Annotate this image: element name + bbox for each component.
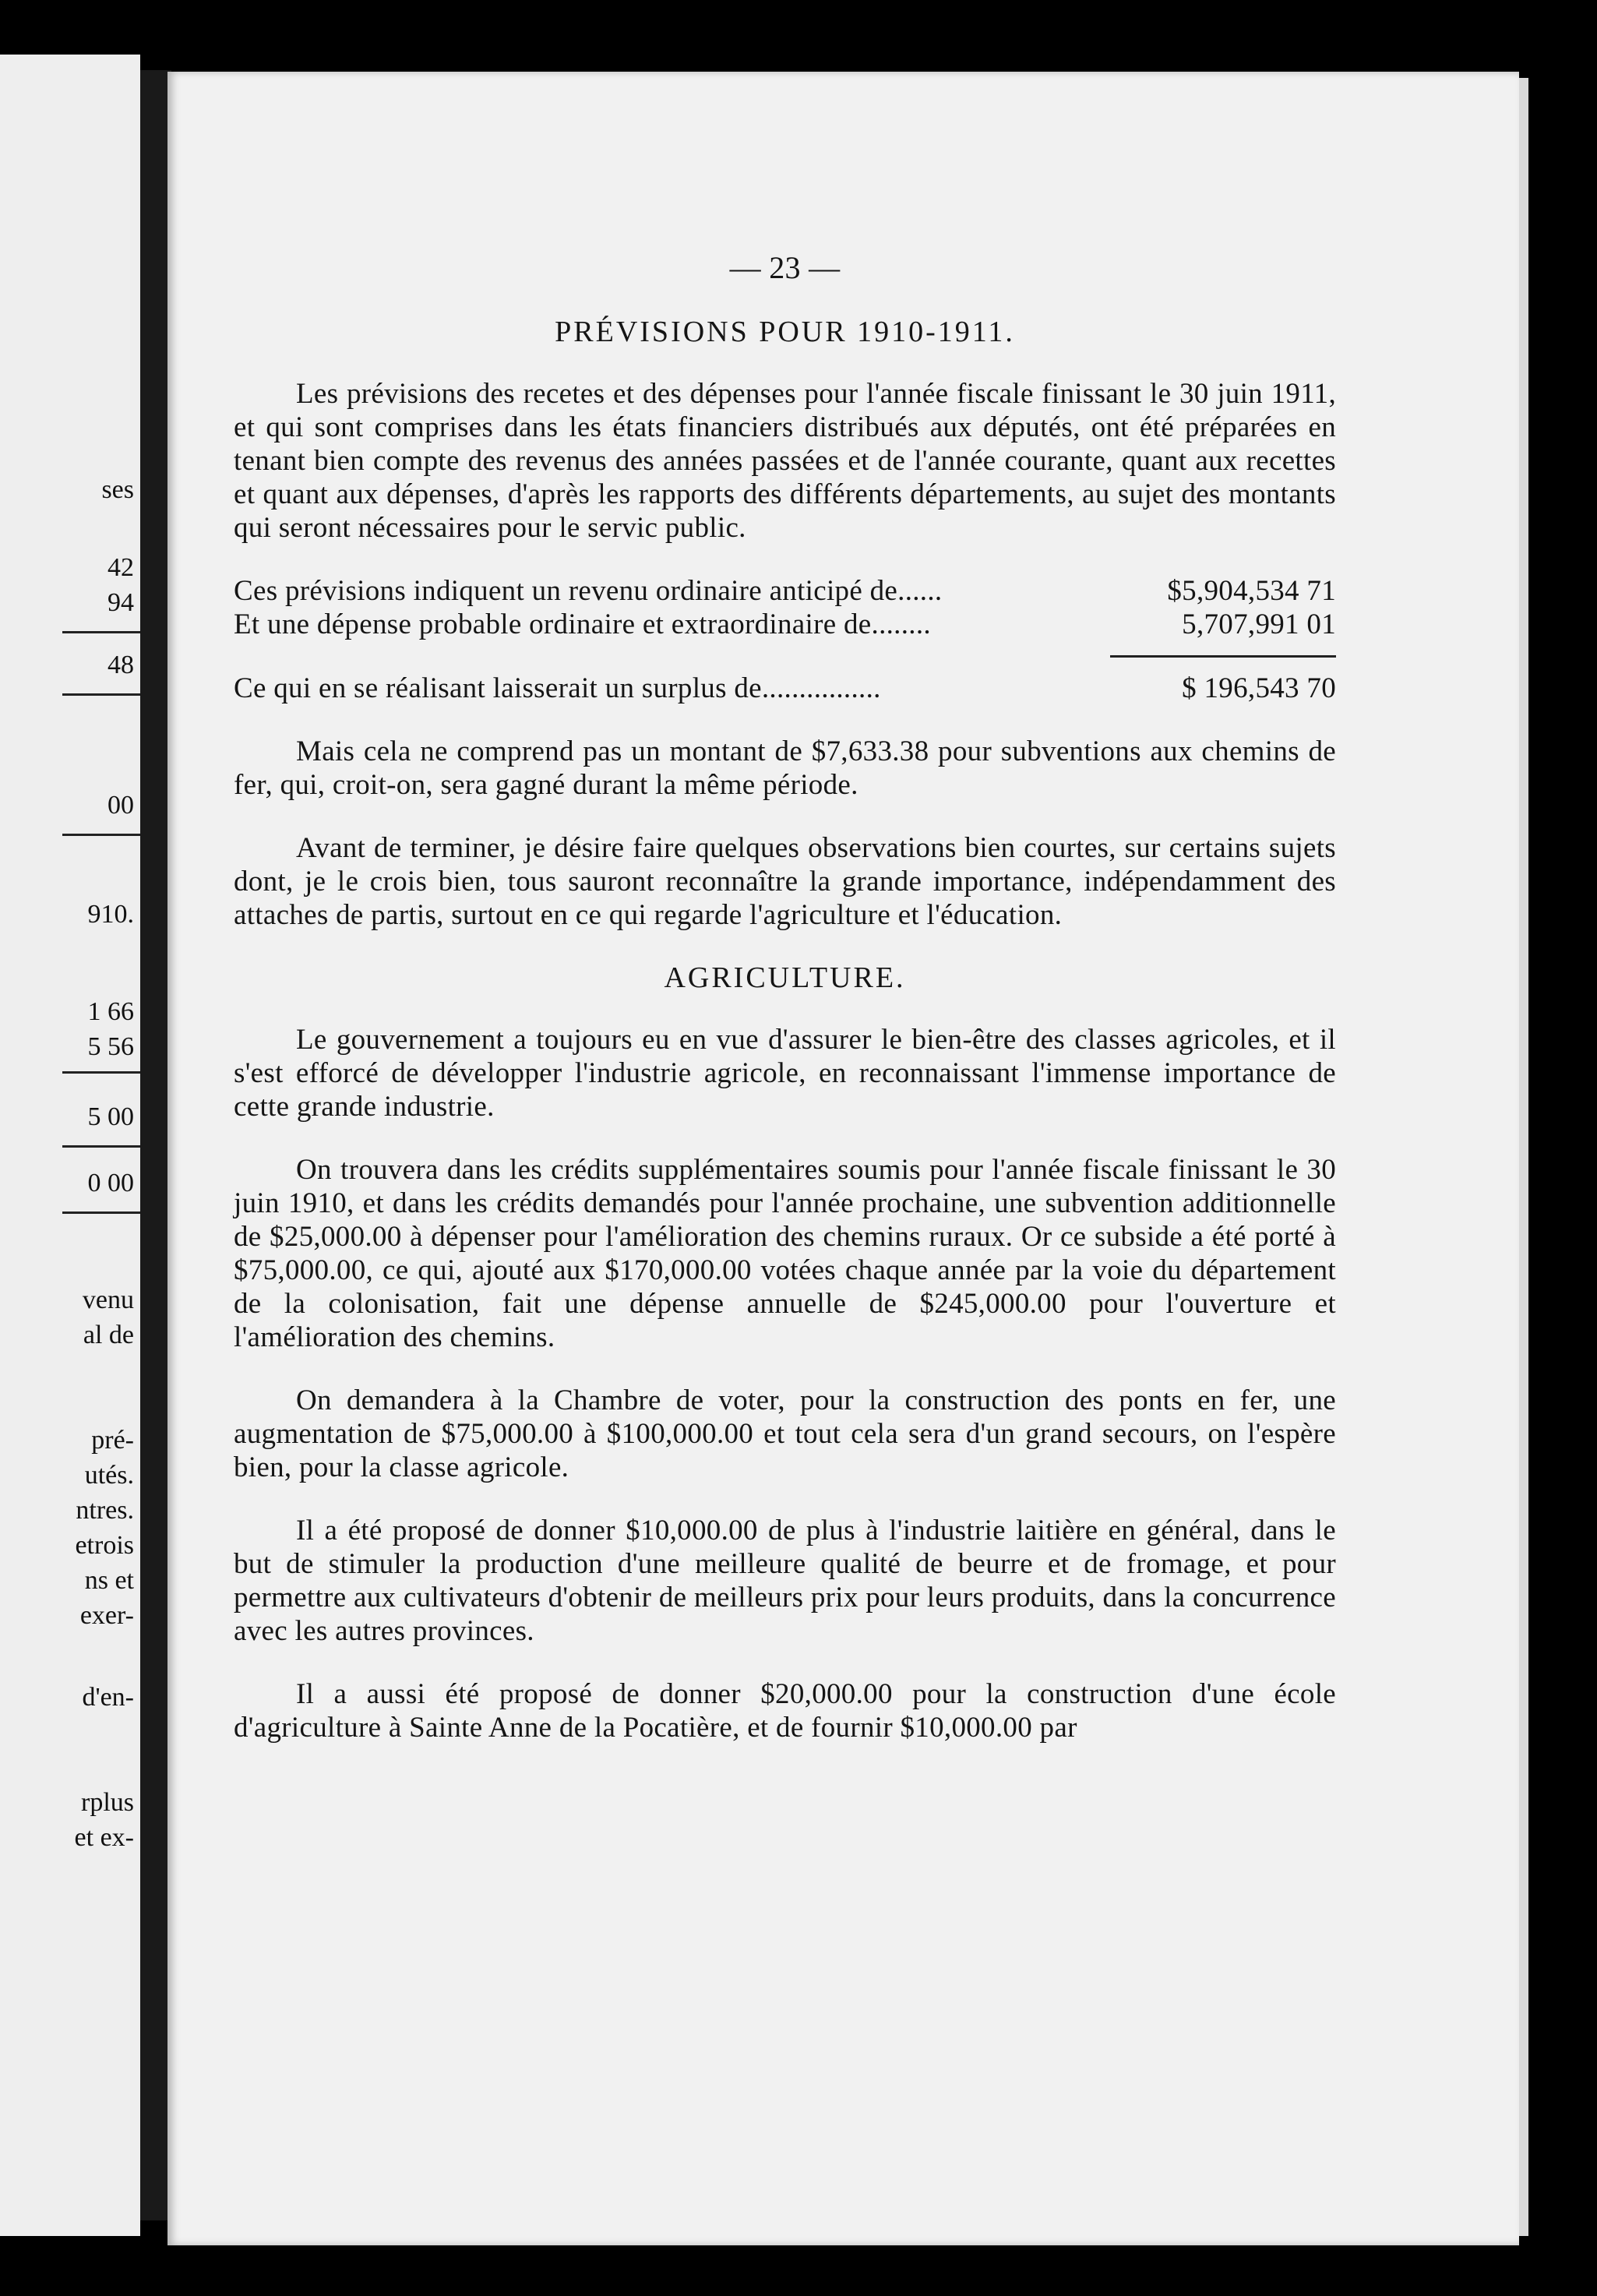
paragraph-agriculture-2: On trouvera dans les crédits supplémentaires soumis pour l'année fiscale finissant le 30 juin 1910, et dans les crédits demandés pour l'année prochaine, une subvention additionnelle de $25,000.00 à dépenser pour l'amélioration des chemins ruraux. Or ce subside a été porté à $75,000.00, ce qui, ajouté aux $170,000.00 votées chaque année par la voie du département de la colonisation, fait une dépense annuelle de $245,000.00 pour l'ouverture et l'amélioration des chemins. bbox=[234, 1154, 1336, 1353]
paragraph-intro: Les prévisions des recetes et des dépenses pour l'année fiscale finissant le 30 juin 1911, et qui sont comprises dans les états financiers distribués aux députés, ont été préparées en tenant bien compte des revenus des années passées et de l'année courante, quant aux recettes et quant aux dépenses, d'après les rapports des différents départements, au sujet des montants qui seront nécessaires pour le servic public. bbox=[234, 378, 1336, 544]
total-rule bbox=[1110, 655, 1336, 658]
expense-amount: 5,707,991 01 bbox=[1182, 608, 1336, 640]
paragraph-closing: Avant de terminer, je désire faire quelques observations bien courtes, sur certains sujets dont, je le crois bien, tous sauront reconnaître la grande importance, indépendamment des attaches de partis, surtout en ce qui regarde l'agriculture et l'éducation. bbox=[234, 832, 1336, 931]
left-page-rule bbox=[62, 693, 140, 696]
left-page-text: pré- bbox=[91, 1426, 134, 1455]
paragraph-agriculture-5: Il a aussi été proposé de donner $20,000.00 pour la construction d'une école d'agriculture à Sainte Anne de la Pocatière, et de fournir $10,000.00 par bbox=[234, 1678, 1336, 1744]
surplus-row bbox=[234, 672, 1336, 705]
section-heading-agriculture: AGRICULTURE. bbox=[664, 961, 906, 994]
left-page-text: ntres. bbox=[76, 1496, 134, 1525]
left-page-text: venu bbox=[82, 1286, 134, 1314]
left-page-text: utés. bbox=[84, 1461, 134, 1490]
left-page-text: et ex- bbox=[74, 1823, 134, 1852]
left-page-text: 0 00 bbox=[87, 1169, 134, 1197]
left-page-text: exer- bbox=[79, 1601, 134, 1630]
left-page-text: 910. bbox=[87, 900, 134, 929]
paragraph-agriculture-1: Le gouvernement a toujours eu en vue d'assurer le bien-être des classes agricoles, et il s'est efforcé de développer l'industrie agricole, en reconnaissant l'immense importance de cette grande industrie. bbox=[234, 1024, 1336, 1123]
expense-row bbox=[234, 608, 1336, 641]
page-number: — 23 — bbox=[729, 250, 841, 285]
left-page-text: 48 bbox=[108, 651, 134, 679]
left-page-rule bbox=[62, 1071, 140, 1074]
page-edge bbox=[1519, 78, 1528, 2236]
left-page-rule bbox=[62, 1145, 140, 1148]
revenue-amount: $5,904,534 71 bbox=[1167, 575, 1336, 607]
left-page-fragment bbox=[0, 55, 140, 2236]
left-page-text: 5 00 bbox=[87, 1102, 134, 1131]
page-content bbox=[234, 251, 1336, 1774]
left-page-text: al de bbox=[83, 1321, 134, 1349]
left-page-text: 1 66 bbox=[87, 997, 134, 1026]
section-title: PRÉVISIONS POUR 1910-1911. bbox=[555, 316, 1015, 348]
revenue-label: Ces prévisions indiquent un revenu ordinaire anticipé de...... bbox=[234, 575, 943, 607]
left-page-text: 00 bbox=[108, 791, 134, 820]
left-page-rule bbox=[62, 1211, 140, 1214]
left-page-text: 42 bbox=[108, 553, 134, 582]
surplus-label: Ce qui en se réalisant laisserait un surplus de................ bbox=[234, 672, 881, 704]
left-page-text: ns et bbox=[84, 1566, 134, 1595]
left-page-rule bbox=[62, 631, 140, 633]
paragraph-railways: Mais cela ne comprend pas un montant de $7,633.38 pour subventions aux chemins de fer, qui, croit-on, sera gagné durant la même période. bbox=[234, 735, 1336, 801]
expense-label: Et une dépense probable ordinaire et extraordinaire de........ bbox=[234, 608, 931, 640]
left-page-text: rplus bbox=[81, 1788, 134, 1817]
left-page-text: d'en- bbox=[82, 1683, 134, 1712]
paragraph-agriculture-4: Il a été proposé de donner $10,000.00 de plus à l'industrie laitière en général, dans le but de stimuler la production d'une meilleure qualité de beurre et de fromage, et pour permettre aux cultivateurs d'obtenir de meilleurs prix pour leurs produits, dans la concurrence avec les autres provinces. bbox=[234, 1515, 1337, 1647]
surplus-amount: $ 196,543 70 bbox=[1182, 672, 1336, 704]
book-gutter bbox=[140, 70, 171, 2220]
left-page-text: ses bbox=[101, 475, 134, 504]
revenue-row bbox=[234, 574, 1336, 608]
estimates-block bbox=[234, 574, 1336, 705]
left-page-rule bbox=[62, 834, 140, 836]
paragraph-agriculture-3: On demandera à la Chambre de voter, pour la construction des ponts en fer, une augmentation de $75,000.00 à $100,000.00 et tout cela sera d'un grand secours, on l'espère bien, pour la classe agricole. bbox=[234, 1384, 1336, 1483]
document-page bbox=[167, 72, 1519, 2245]
left-page-text: etrois bbox=[75, 1531, 134, 1560]
left-page-text: 5 56 bbox=[87, 1032, 134, 1061]
left-page-text: 94 bbox=[108, 588, 134, 617]
